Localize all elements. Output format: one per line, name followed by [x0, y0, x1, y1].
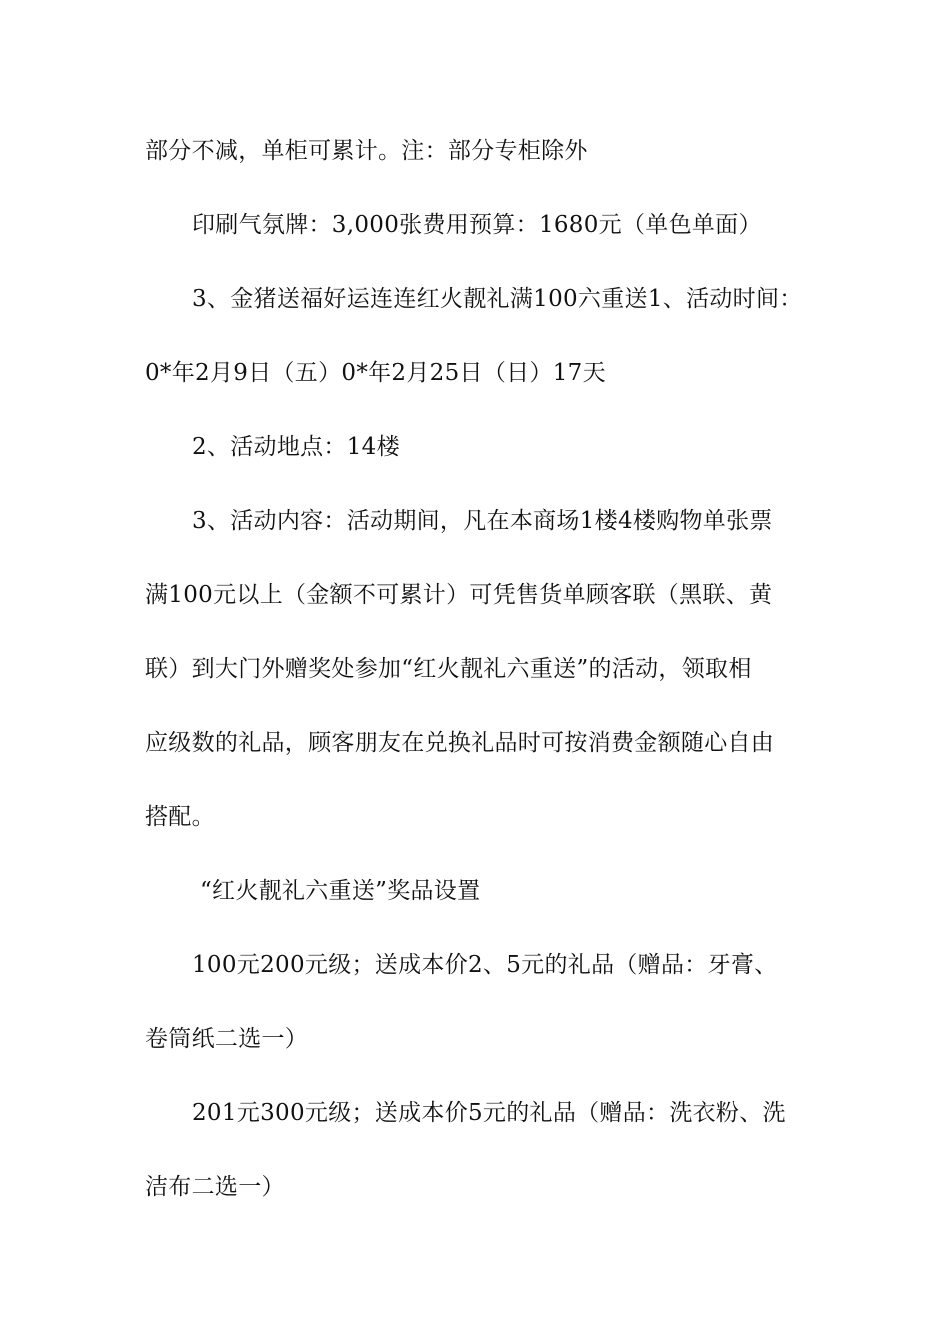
text-line-4: 0*年2月9日（五）0*年2月25日（日）17天: [145, 360, 606, 386]
text-line-11: “红火靓礼六重送”奖品设置: [200, 878, 481, 904]
text-line-10: 搭配。: [145, 804, 215, 830]
text-line-6: 3、活动内容：活动期间，凡在本商场1楼4楼购物单张票: [192, 508, 773, 534]
text-line-3: 3、金猪送福好运连连红火靓礼满100六重送1、活动时间：: [192, 286, 803, 312]
text-line-14: 201元300元级；送成本价5元的礼品（赠品：洗衣粉、洗: [192, 1100, 786, 1126]
document-body: [145, 128, 815, 1238]
text-line-15: 洁布二选一）: [145, 1174, 285, 1200]
text-line-7: 满100元以上（金额不可累计）可凭售货单顾客联（黑联、黄: [145, 582, 773, 608]
text-line-12: 100元200元级；送成本价2、5元的礼品（赠品：牙膏、: [192, 952, 778, 978]
text-line-9: 应级数的礼品，顾客朋友在兑换礼品时可按消费金额随心自由: [145, 730, 775, 756]
text-line-13: 卷筒纸二选一）: [145, 1026, 309, 1052]
text-line-5: 2、活动地点：14楼: [192, 434, 400, 460]
text-line-8: 联）到大门外赠奖处参加“红火靓礼六重送”的活动，领取相: [145, 656, 752, 682]
text-line-2: 印刷气氛牌：3,000张费用预算：1680元（单色单面）: [192, 212, 762, 238]
text-line-1: 部分不减，单柜可累计。注：部分专柜除外: [145, 138, 588, 164]
